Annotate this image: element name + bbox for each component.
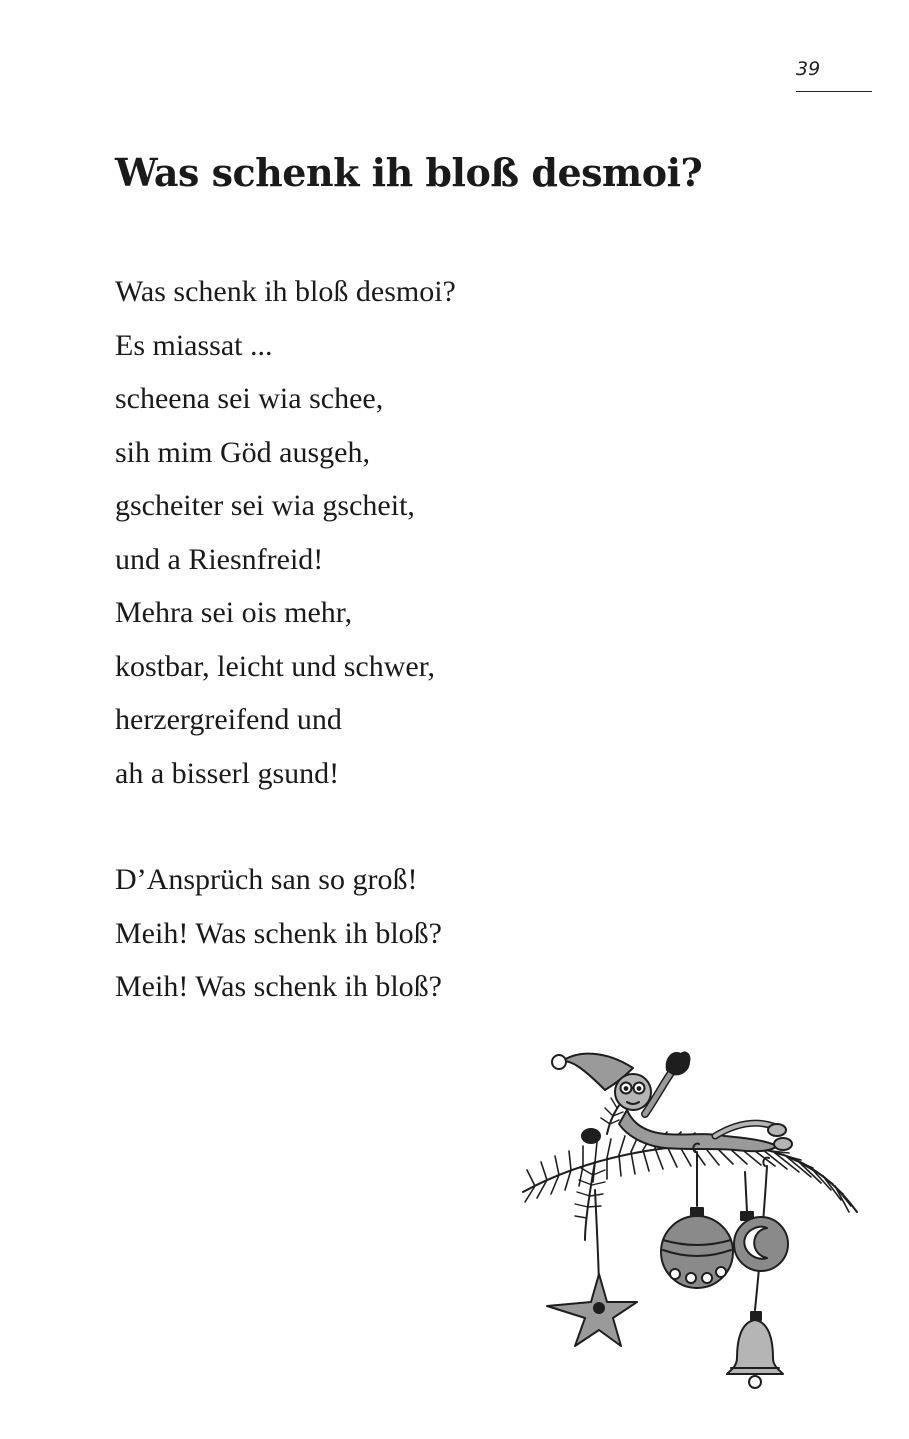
poem-line: Was schenk ih bloß desmoi?: [115, 275, 456, 308]
poem-line: scheena sei wia schee,: [115, 382, 384, 415]
poem-line: und a Riesnfreid!: [115, 542, 324, 576]
poem-title: Was schenk ih bloß desmoi?: [115, 150, 703, 195]
bell-ornament: [727, 1320, 783, 1374]
elf-mitten: [667, 1052, 690, 1074]
star-ornament: [547, 1274, 637, 1346]
poem-line: Es miassat ...: [115, 328, 273, 362]
branch-stem: [523, 1145, 857, 1212]
hat-pompom: [552, 1055, 566, 1069]
poem-line: D’Ansprüch san so groß!: [115, 863, 418, 896]
poem-line: Mehra sei ois mehr,: [115, 596, 353, 629]
poem-line: Meih! Was schenk ih bloß?: [115, 916, 442, 950]
page-number-rule: [796, 91, 872, 92]
page-number: 39: [796, 58, 821, 80]
poem-stanza-2: [115, 853, 442, 1014]
poem-line: sih mim Göd ausgeh,: [115, 435, 370, 469]
poem-line: gscheiter sei wia gscheit,: [115, 489, 415, 522]
poem-line: Meih! Was schenk ih bloß?: [115, 970, 442, 1003]
ornament-string: [745, 1172, 747, 1212]
moon-ornament: [734, 1217, 788, 1271]
poem-line: kostbar, leicht und schwer,: [115, 649, 436, 683]
christmas-branch-elf-icon: [515, 1040, 865, 1390]
poem-line: ah a bisserl gsund!: [115, 756, 340, 790]
poem-line: herzergreifend und: [115, 703, 342, 736]
poem-stanza-1: [115, 265, 456, 800]
